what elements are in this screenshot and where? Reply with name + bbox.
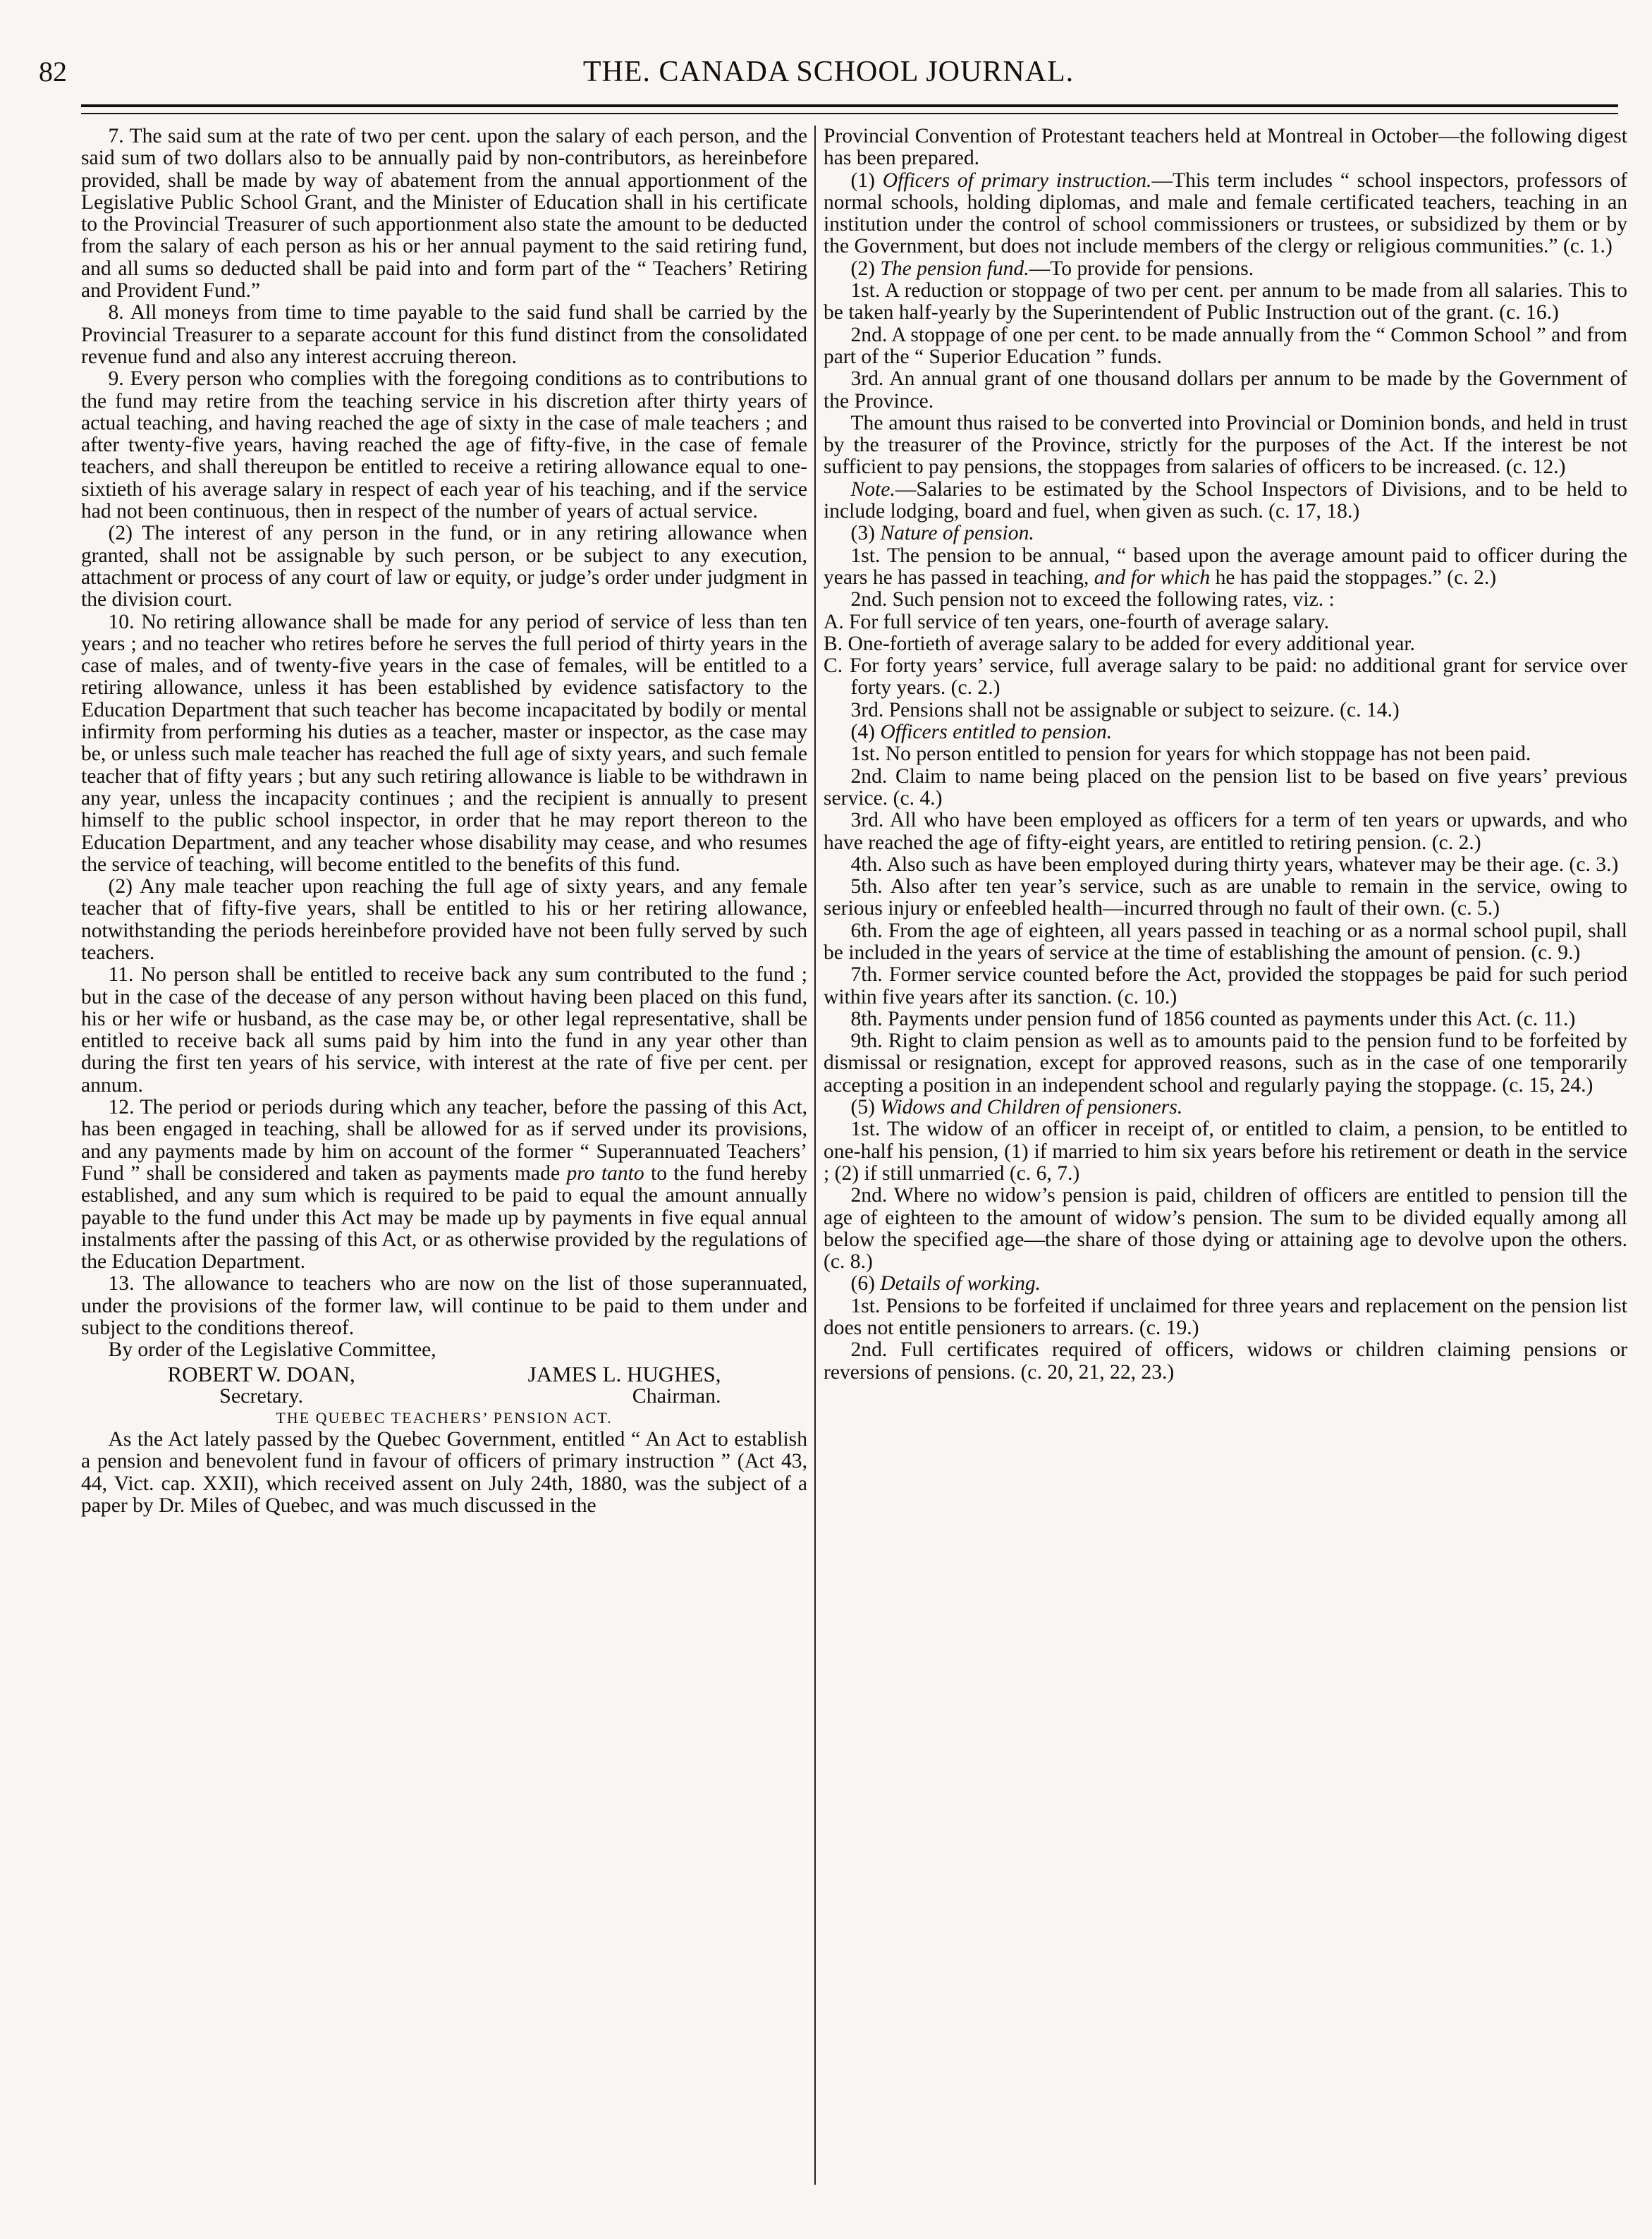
digest-2-text: —To provide for pensions. xyxy=(1029,257,1254,280)
digest-3-item-1-c: he has paid the stoppages.” (c. 2.) xyxy=(1210,566,1497,589)
section-9-subsection-2: (2) The interest of any person in the fund, or in any retiring allowance when granted, shall not be assignable by such person, or be subject to any execution, attachment or process of any court of law or equity, or judge’s order under judgment in the division court. xyxy=(81,522,807,611)
signatures xyxy=(81,1363,807,1407)
section-12-latin: pro tanto xyxy=(566,1161,644,1185)
header-rule-thin xyxy=(81,113,1618,114)
digest-1-officers xyxy=(824,170,1627,258)
digest-5-heading: Widows and Children of pensioners. xyxy=(880,1096,1183,1119)
section-9: 9. Every person who complies with the foregoing conditions as to contributions to the fund may retire from the teaching service in his discretion after thirty years of actual teaching, and having reached the age of sixty in the case of male teachers ; and after twenty-five years, having reached the age of fifty-five, in the case of female teachers, and shall thereupon be entitled to receive a retiring allowance equal to one-sixtieth of his average salary in respect of each year of his teaching, and if the service had not been continuous, then in respect of the number of years of actual service. xyxy=(81,367,807,523)
page-header xyxy=(39,55,1618,97)
digest-2-num: (2) xyxy=(850,257,881,280)
signature-chairman xyxy=(528,1363,721,1407)
section-heading-quebec-act: THE QUEBEC TEACHERS’ PENSION ACT. xyxy=(276,1408,613,1427)
digest-3-item-3: 3rd. Pensions shall not be assignable or subject to seizure. (c. 14.) xyxy=(850,698,1400,721)
digest-3-rate-b: B. One-fortieth of average salary to be added for every additional year. xyxy=(824,632,1415,655)
digest-2-pension-fund xyxy=(824,258,1627,280)
digest-4-item-2: 2nd. Claim to name being placed on the pension list to be based on five years’ previous service. (c. 4.) xyxy=(824,764,1627,810)
digest-5-item-2: 2nd. Where no widow’s pension is paid, children of officers are entitled to pension till the age of eighteen to the amount of widow’s pension. The sum to be divided equally among all below the specified age—the share of those dying or attaining age to devolve upon the others. (c. 8.) xyxy=(824,1184,1627,1274)
column-divider xyxy=(814,126,816,2185)
digest-3-heading: Nature of pension. xyxy=(880,522,1034,545)
digest-4-item-6: 6th. From the age of eighteen, all years passed in teaching or as a normal school pupil, shall be included in the years of service at the time of establishing the amount of pension. (c. 9.) xyxy=(824,919,1627,964)
section-10-subsection-2: (2) Any male teacher upon reaching the full age of sixty years, and any female teacher that of fifty-five years, shall be entitled to his or her retiring allowance, notwithstanding the periods hereinbefore provided have not been fully served by such teachers. xyxy=(81,875,807,964)
digest-4-item-1: 1st. No person entitled to pension for years for which stoppage has not been paid. xyxy=(850,743,1531,766)
chairman-name: JAMES L. HUGHES, xyxy=(527,1361,721,1386)
quebec-intro: As the Act lately passed by the Quebec Government, entitled “ An Act to establish a pension and benevolent fund in favour of officers of primary instruction ” (Act 43, 44, Vict. cap. XXII), which received assent on July 24th, 1880, was the subject of a paper by Dr. Miles of Quebec, and was much discussed in the xyxy=(81,1427,807,1517)
section-12-text-a: 12. The period or periods during which any teacher, before the passing of this Act, has been engaged in teaching, shall be allowed for as if served under its provisions, and any payments made by him on account of the former “ Superannuated Teachers’ Fund ” shall be considered and taken as payments made xyxy=(81,1096,807,1185)
section-10: 10. No retiring allowance shall be made for any period of service of less than ten years ; and no teacher who retires before he serves the full period of thirty years in the case of males, and of twenty-five years in the case of females, will be entitled to a retiring allowance, unless it has been established by evidence satisfactory to the Education Department that such teacher has become incapacitated by bodily or mental infirmity from performing his duties as a teacher, master or inspector, as the case may be, or unless such male teacher has reached the full age of sixty years, and such female teacher that of fifty years ; but any such retiring allowance is liable to be withdrawn in any year, unless the incapacity continues ; and the recipient is annually to present himself to the public school inspector, in order that he may report thereon to the Education Department, and any teacher whose disability may cease, and who resumes the service of teaching, will become entitled to the benefits of this fund. xyxy=(81,610,807,876)
digest-4-num: (4) xyxy=(850,721,881,744)
signature-secretary xyxy=(167,1363,355,1407)
digest-4-item-4: 4th. Also such as have been employed during thirty years, whatever may be their age. (c. 3.) xyxy=(850,853,1619,876)
digest-4-item-8: 8th. Payments under pension fund of 1856 counted as payments under this Act. (c. 11.) xyxy=(850,1007,1576,1030)
digest-6-item-2: 2nd. Full certificates required of officers, widows or children claiming pensions or reversions of pensions. (c. 20, 21, 22, 23.) xyxy=(824,1338,1627,1384)
digest-2-item-4: The amount thus raised to be converted into Provincial or Dominion bonds, and held in trust by the treasurer of the Province, strictly for the purposes of the Act. If the interest be not sufficient to pay pensions, the stoppages from salaries of officers to be increased. (c. 12.) xyxy=(824,411,1627,479)
header-rule-thick xyxy=(81,104,1618,107)
digest-2-item-3: 3rd. An annual grant of one thousand dollars per annum to be made by the Government of the Province. xyxy=(824,367,1627,413)
digest-2-heading: The pension fund. xyxy=(880,257,1029,280)
digest-3-item-1-a: 1st. The pension to be annual, “ based upon the average amount paid to officer during the years he has passed in teaching, xyxy=(824,544,1627,589)
digest-3-rate-a: A. For full service of ten years, one-fourth of average salary. xyxy=(824,610,1330,633)
digest-1-text: —This term includes “ school inspectors, professors of normal schools, holding diplomas, and male and female certificated teachers, teaching in an institution under the control of school commissioners or trustees, or subsidized by them or by the Government, but does not include members of the clergy or religious communities.” (c. 1.) xyxy=(824,169,1627,258)
section-11: 11. No person shall be entitled to receive back any sum contributed to the fund ; but in the case of the decease of any person without having been placed on this fund, his or her wife or husband, as the case may be, or other legal representative, shall be entitled to receive back all sums paid by him into the fund in any year other than during the first ten years of his service, with interest at the rate of five per cent. per annum. xyxy=(81,963,807,1097)
order-line: By order of the Legislative Committee, xyxy=(108,1338,436,1362)
digest-2-item-1: 1st. A reduction or stoppage of two per cent. per annum to be made from all salaries. This to be taken half-yearly by the Superintendent of Public Instruction out of the grant. (c. 16.) xyxy=(824,279,1627,324)
digest-5-item-1: 1st. The widow of an officer in receipt of, or entitled to claim, a pension, to be entitled to one-half his pension, (1) if married to him six years before his retirement or death in the service ; (2) if still unmarried (c. 6, 7.) xyxy=(824,1118,1627,1185)
digest-3-item-1-b: and for which xyxy=(1094,566,1211,589)
section-8: 8. All moneys from time to time payable to the said fund shall be carried by the Provincial Treasurer to a separate account for this fund distinct from the consolidated revenue fund and also any interest accruing thereon. xyxy=(81,301,807,368)
digest-5-num: (5) xyxy=(850,1096,881,1119)
digest-4-item-9: 9th. Right to claim pension as well as to amounts paid to the pension fund to be forfeited by dismissal or resignation, except for approved reasons, such as in the case of one temporarily accepting a position in an independent school and regularly paying the stoppage. (c. 15, 24.) xyxy=(824,1030,1627,1097)
digest-3-num: (3) xyxy=(850,522,881,545)
digest-1-num: (1) xyxy=(850,169,883,192)
digest-6-heading: Details of working. xyxy=(880,1272,1041,1295)
digest-6-details xyxy=(824,1273,1627,1295)
digest-intro: Provincial Convention of Protestant teachers held at Montreal in October—the following digest has been prepared. xyxy=(824,125,1627,170)
digest-6-item-1: 1st. Pensions to be forfeited if unclaimed for three years and replacement on the pension list does not entitle pensioners to arrears. (c. 19.) xyxy=(824,1294,1627,1340)
digest-4-item-5: 5th. Also after ten year’s service, such as are unable to remain in the service, owing to serious injury or enfeebled health—incurred through no fault of their own. (c. 5.) xyxy=(824,875,1627,920)
digest-note xyxy=(824,479,1627,523)
section-7: 7. The said sum at the rate of two per cent. upon the salary of each person, and the said sum of two dollars also to be annually paid by non-contributors, as hereinbefore provided, shall be made by way of abatement from the annual apportionment of the Legislative Public School Grant, and the Minister of Education shall in his certificate to the Provincial Treasurer of such apportionment also state the amount to be deducted from the salary of each person as his or her annual payment to the said retiring fund, and all sums so deducted shall be paid into and form part of the “ Teachers’ Retiring and Provident Fund.” xyxy=(81,125,807,303)
right-column xyxy=(824,126,1627,1384)
page-number: 82 xyxy=(39,56,67,87)
chairman-role: Chairman. xyxy=(632,1384,721,1408)
section-12-text-c: to the fund hereby established, and any sum which is required to be paid to equal the amount annually payable to the fund under this Act may be made up by payments in five equal annual instalments after the passing of this Act, or as otherwise provided by the regulations of the Education Department. xyxy=(81,1161,808,1274)
digest-3-nature xyxy=(824,523,1627,544)
secretary-name: ROBERT W. DOAN, xyxy=(167,1361,355,1386)
digest-4-heading: Officers entitled to pension. xyxy=(880,721,1113,744)
left-column xyxy=(81,126,807,1517)
digest-4-officers-entitled xyxy=(824,721,1627,743)
digest-2-item-2: 2nd. A stoppage of one per cent. to be made annually from the “ Common School ” and from part of the “ Superior Education ” funds. xyxy=(824,323,1627,368)
digest-4-item-3: 3rd. All who have been employed as officers for a term of ten years or upwards, and who have reached the age of fifty-eight years, are entitled to retiring pension. (c. 2.) xyxy=(824,809,1627,854)
digest-3-item-1 xyxy=(824,545,1627,590)
digest-6-num: (6) xyxy=(850,1272,881,1295)
secretary-role: Secretary. xyxy=(219,1384,303,1408)
section-13: 13. The allowance to teachers who are now on the list of those superannuated, under the provisions of the former law, will continue to be paid to them under and subject to the conditions thereof. xyxy=(81,1272,807,1340)
digest-5-widows xyxy=(824,1097,1627,1118)
digest-3-item-2: 2nd. Such pension not to exceed the following rates, viz. : xyxy=(850,588,1335,611)
note-text: —Salaries to be estimated by the School Inspectors of Divisions, and to be held to include lodging, board and fuel, when given as such. (c. 17, 18.) xyxy=(824,477,1627,523)
digest-4-item-7: 7th. Former service counted before the Act, provided the stoppages be paid for such period within five years after its sanction. (c. 10.) xyxy=(824,963,1627,1008)
section-12 xyxy=(81,1097,807,1273)
journal-title: THE. CANADA SCHOOL JOURNAL. xyxy=(582,56,1075,88)
digest-3-rate-c: C. For forty years’ service, full average salary to be paid: no additional grant for service over forty years. (c. 2.) xyxy=(824,654,1627,700)
digest-1-heading: Officers of primary instruction. xyxy=(882,169,1152,192)
note-label: Note. xyxy=(850,477,895,501)
